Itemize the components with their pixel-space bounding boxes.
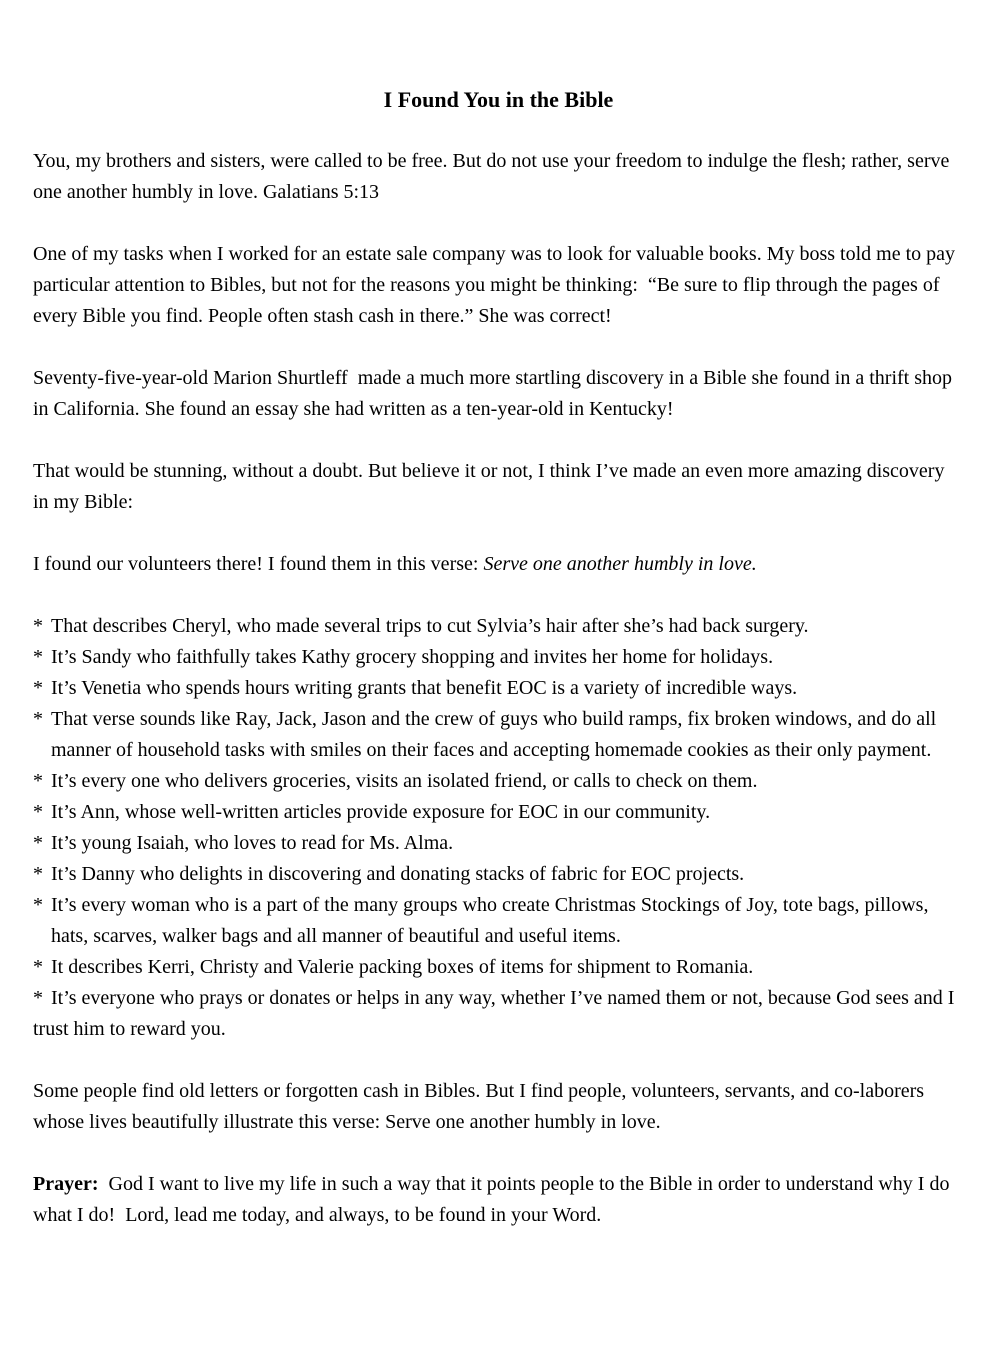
bullet-item (33, 828, 964, 859)
bullet-marker: * (33, 801, 43, 823)
bullet-text: It’s every woman who is a part of the many groups who create Christmas Stockings of Joy, tote bags, pillows, hats, scarves, walker bags and all manner of beautiful and useful items. (51, 894, 934, 947)
bullet-item (33, 673, 964, 704)
bullet-marker: * (33, 708, 43, 730)
paragraph-estate-sale: One of my tasks when I worked for an estate sale company was to look for valuable books. My boss told me to pay particular attention to Bibles, but not for the reasons you might be thinking: “Be sure to flip through the pages of every Bible you find. People often stash cash in there.” She was correct! (33, 243, 961, 327)
prayer-label: Prayer: (33, 1173, 99, 1195)
paragraph-intro-verse: You, my brothers and sisters, were called to be free. But do not use your freedom to indulge the flesh; rather, serve one another humbly in love. Galatians 5:13 (33, 150, 955, 203)
bullet-text: That describes Cheryl, who made several trips to cut Sylvia’s hair after she’s had back surgery. (51, 615, 809, 637)
bullet-item (33, 983, 964, 1045)
bullet-list (33, 611, 964, 1045)
bullet-text: That verse sounds like Ray, Jack, Jason and the crew of guys who build ramps, fix broken windows, and do all manner of household tasks with smiles on their faces and accepting homemade cookies as their only payment. (51, 708, 942, 761)
paragraph-found-volunteers (33, 549, 964, 580)
bullet-marker: * (33, 894, 43, 916)
bullet-text: It’s every one who delivers groceries, visits an isolated friend, or calls to check on them. (51, 770, 758, 792)
bullet-item (33, 611, 964, 642)
bullet-text: It’s young Isaiah, who loves to read for Ms. Alma. (51, 832, 454, 854)
bullet-text: It’s Danny who delights in discovering and donating stacks of fabric for EOC projects. (51, 863, 745, 885)
found-volunteers-lead: I found our volunteers there! I found them in this verse: (33, 553, 484, 575)
bullet-text: It’s Ann, whose well-written articles provide exposure for EOC in our community. (51, 801, 711, 823)
paragraph-prayer (33, 1169, 964, 1231)
paragraph-summary: Some people find old letters or forgotten cash in Bibles. But I find people, volunteers, servants, and co-laborers whose lives beautifully illustrate this verse: Serve one another humbly in love. (33, 1080, 930, 1133)
bullet-item (33, 704, 964, 766)
bullet-text: It’s Sandy who faithfully takes Kathy grocery shopping and invites her home for holidays. (51, 646, 774, 668)
bullet-text: It’s everyone who prays or donates or helps in any way, whether I’ve named them or not, because God sees and I trust him to reward you. (33, 987, 960, 1040)
paragraph-marion-shurtleff: Seventy-five-year-old Marion Shurtleff made a much more startling discovery in a Bible she found in a thrift shop in California. She found an essay she had written as a ten-year-old in Kentucky! (33, 367, 957, 420)
found-volunteers-verse: Serve one another humbly in love. (483, 553, 757, 575)
bullet-marker: * (33, 832, 43, 854)
bullet-item (33, 797, 964, 828)
bullet-marker: * (33, 987, 43, 1009)
bullet-text: It’s Venetia who spends hours writing grants that benefit EOC is a variety of incredible ways. (51, 677, 798, 699)
bullet-item (33, 952, 964, 983)
bullet-marker: * (33, 677, 43, 699)
bullet-item (33, 642, 964, 673)
prayer-text: God I want to live my life in such a way that it points people to the Bible in order to understand why I do what I do! Lord, lead me today, and always, to be found in your Word. (33, 1173, 955, 1226)
document-title: I Found You in the Bible (383, 87, 614, 112)
bullet-item (33, 766, 964, 797)
bullet-item (33, 859, 964, 890)
bullet-marker: * (33, 646, 43, 668)
bullet-marker: * (33, 956, 43, 978)
bullet-item (33, 890, 964, 952)
bullet-marker: * (33, 615, 43, 637)
bullet-marker: * (33, 863, 43, 885)
bullet-marker: * (33, 770, 43, 792)
paragraph-stunning-discovery: That would be stunning, without a doubt. But believe it or not, I think I’ve made an even more amazing discovery in my Bible: (33, 460, 950, 513)
bullet-text: It describes Kerri, Christy and Valerie packing boxes of items for shipment to Romania. (51, 956, 754, 978)
